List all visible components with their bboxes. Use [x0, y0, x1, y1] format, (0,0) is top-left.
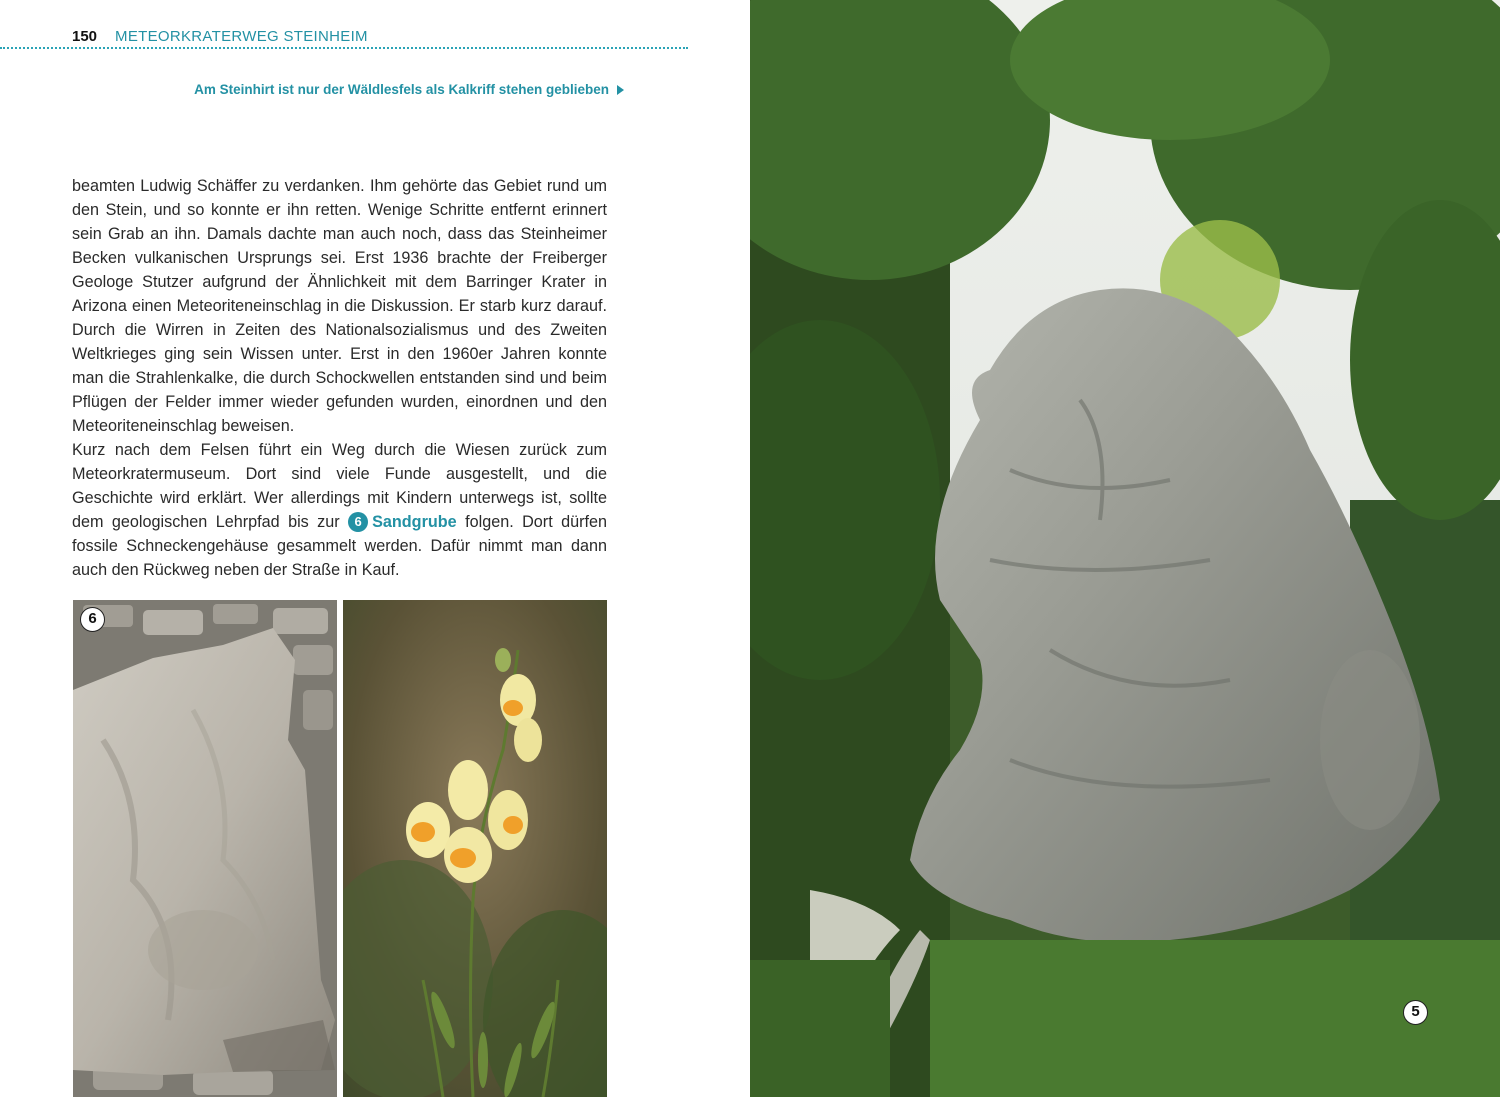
toadflax-flower-photo	[343, 600, 607, 1097]
body-text	[72, 174, 607, 582]
paragraph-1: beamten Ludwig Schäffer zu verdanken. Ihm gehörte das Gebiet rund um den Stein, und so konnte er ihn retten. Wenige Schritte entfernt erinnert sein Grab an ihn. Damals dachte man auch noch, dass das Steinheimer Becken vulkanischen Ursprungs sei. Erst 1936 brachte der Freiberger Geologe Stutzer aufgrund der Ähnlichkeit mit dem Barringer Krater in Arizona einen Meteoriteneinschlag in die Diskussion. Er starb kurz darauf. Durch die Wirren in Zeiten des Nationalsozialismus und des Zweiten Weltkrieges ging sein Wissen unter. Erst in den 1960er Jahren konnte man die Strahlenkalke, die durch Schockwellen entstanden sind und beim Pflügen der Felder immer wieder gefunden wurden, einordnen und den Meteoriteneinschlag beweisen.	[72, 177, 607, 435]
paragraph-2-start: Kurz nach dem Felsen führt ein Weg durch die Wiesen zurück zum Meteorkratermuseum. Dort sind viele Funde ausgestellt, und die Geschichte wird erklärt. Wer allerdings mit Kindern unterwegs ist, sollte dem geologischen Lehrpfad bis zur	[72, 441, 607, 531]
paragraph-2-end: folgen. Dort dürfen fossile Schneckengehäuse gesammelt werden. Dafür nimmt man dann auch den Rückweg neben der Straße in Kauf.	[72, 513, 608, 579]
fossil-stone-photo	[73, 600, 337, 1097]
right-page-rock-photo	[750, 0, 1500, 1097]
caption-arrow-icon	[617, 85, 624, 95]
paragraph-2	[72, 438, 607, 582]
photo-badge-6: 6	[80, 607, 105, 632]
photo-badge-5: 5	[1403, 1000, 1428, 1025]
waypoint-marker-icon: 6	[348, 512, 368, 532]
caption-text: Am Steinhirt ist nur der Wäldlesfels als Kalkriff stehen geblieben	[194, 82, 609, 97]
page-number: 150	[72, 28, 98, 45]
photo-caption	[194, 82, 624, 97]
header-divider	[0, 47, 688, 49]
chapter-title: METEORKRATERWEG STEINHEIM	[115, 28, 368, 45]
waypoint-name: Sandgrube	[372, 513, 457, 531]
